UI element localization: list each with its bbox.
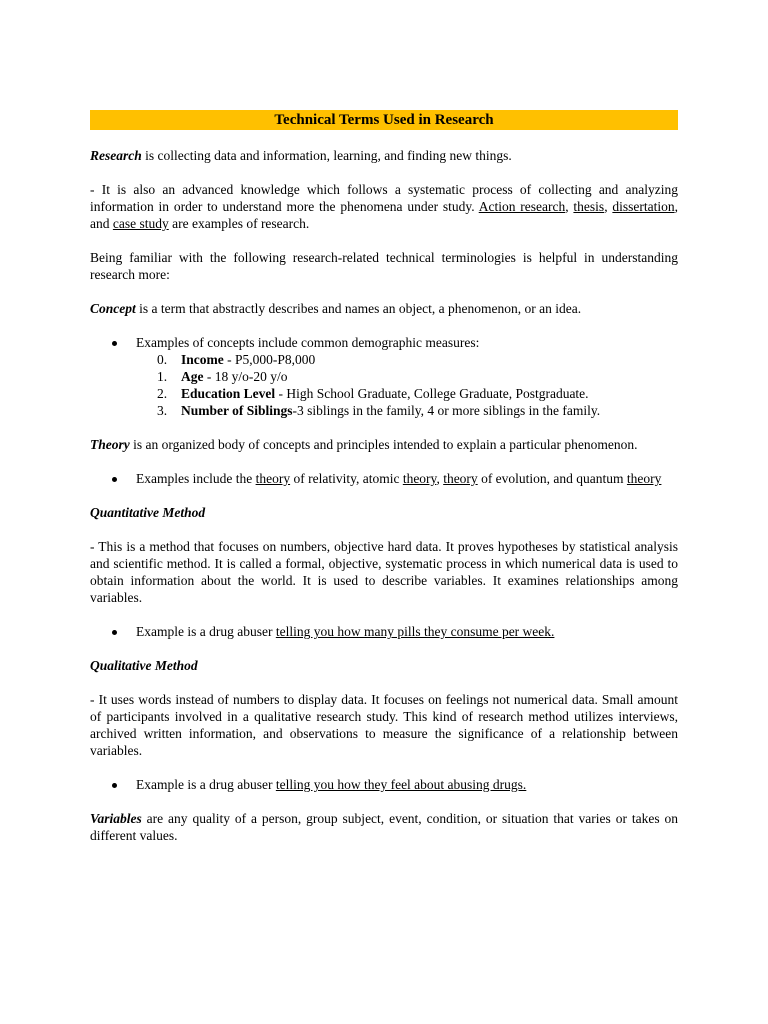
qualitative-paragraph: - It uses words instead of numbers to display data. It focuses on feelings not numerical data. Small amount of participants involved in a qualitative research study. This kind of research method utilizes interviews, archived written information, and observations to measure the significance of a relationship between variables. [90,692,678,758]
theory-bullet-text: , [436,471,444,486]
theory-bullet [90,470,678,487]
concept-definition [90,300,678,317]
theory-bullet-text: of relativity, atomic [290,471,403,486]
theory-definition-text: is an organized body of concepts and principles intended to explain a particular phenomenon. [129,437,638,452]
familiar-paragraph: Being familiar with the following research-related technical terminologies is helpful in understanding research more: [90,250,678,282]
list-item-text: -3 siblings in the family, 4 or more siblings in the family. [292,403,601,418]
list-item [90,368,678,385]
term-concept: Concept [90,301,136,316]
bullet-icon [112,341,117,346]
link-action-research[interactable]: Action research [478,199,566,214]
theory-bullet-text: Examples include the [136,471,256,486]
quantitative-heading: Quantitative Method [90,505,206,520]
list-item [90,351,678,368]
quantitative-bullet-text: Example is a drug abuser [136,624,276,639]
list-item-text: - High School Graduate, College Graduate, Postgraduate. [275,386,589,401]
list-number: 2. [157,386,168,401]
list-number: 0. [157,352,168,367]
theory-bullet-text: of evolution, and quantum [477,471,627,486]
page-title: Technical Terms Used in Research [90,110,678,130]
separator: , [565,199,574,214]
bullet-icon [112,783,117,788]
research-definition [90,147,678,164]
concept-definition-text: is a term that abstractly describes and names an object, a phenomenon, or an idea. [135,301,582,316]
term-variables: Variables [90,811,142,826]
document-content [90,110,678,844]
qualitative-heading: Qualitative Method [90,658,198,673]
qualitative-bullet-text: Example is a drug abuser [136,777,276,792]
concept-bullet-text: Examples of concepts include common demographic measures: [136,335,480,350]
list-item-label: Number of Siblings [181,403,293,418]
concept-bullet [90,334,678,351]
link-theory[interactable]: theory [626,471,662,486]
separator: , and [90,199,678,231]
list-number: 3. [157,403,168,418]
qualitative-bullet [90,776,678,793]
link-theory[interactable]: theory [443,471,478,486]
link-theory[interactable]: theory [255,471,291,486]
variables-definition-text: are any quality of a person, group subject, event, condition, or situation that varies or takes on different values. [90,811,678,843]
list-item-label: Education Level [181,386,276,401]
link-thesis[interactable]: thesis [573,199,605,214]
term-theory: Theory [90,437,130,452]
list-item [90,385,678,402]
list-item-text: - P5,000-P8,000 [223,352,316,367]
list-item-label: Age [181,369,204,384]
research-definition-text: is collecting data and information, learning, and finding new things. [141,148,512,163]
term-research: Research [90,148,142,163]
list-item [90,402,678,419]
link-case-study[interactable]: case study [112,216,169,231]
quantitative-paragraph: - This is a method that focuses on numbers, objective hard data. It proves hypotheses by statistical analysis and scientific method. It is called a formal, objective, systematic process in which numerical data is used to obtain information about the world. It is used to describe variables. It examines relationships among variables. [90,539,678,605]
separator: , [604,199,613,214]
link-qualitative-example[interactable]: telling you how they feel about abusing drugs. [275,777,527,792]
variables-definition [90,810,678,844]
link-theory[interactable]: theory [402,471,437,486]
list-item-text: - 18 y/o-20 y/o [203,369,288,384]
research-examples-text: - It is also an advanced knowledge which follows a systematic process of collecting and analyzing information in order to understand more the phenomena under study. [90,182,678,214]
list-number: 1. [157,369,168,384]
link-dissertation[interactable]: dissertation [612,199,675,214]
list-item-label: Income [181,352,224,367]
link-quantitative-example[interactable]: telling you how many pills they consume per week. [275,624,555,639]
quantitative-bullet [90,623,678,640]
bullet-icon [112,630,117,635]
research-examples-paragraph [90,181,678,232]
bullet-icon [112,477,117,482]
theory-definition [90,436,678,453]
research-examples-tail: are examples of research. [168,216,310,231]
